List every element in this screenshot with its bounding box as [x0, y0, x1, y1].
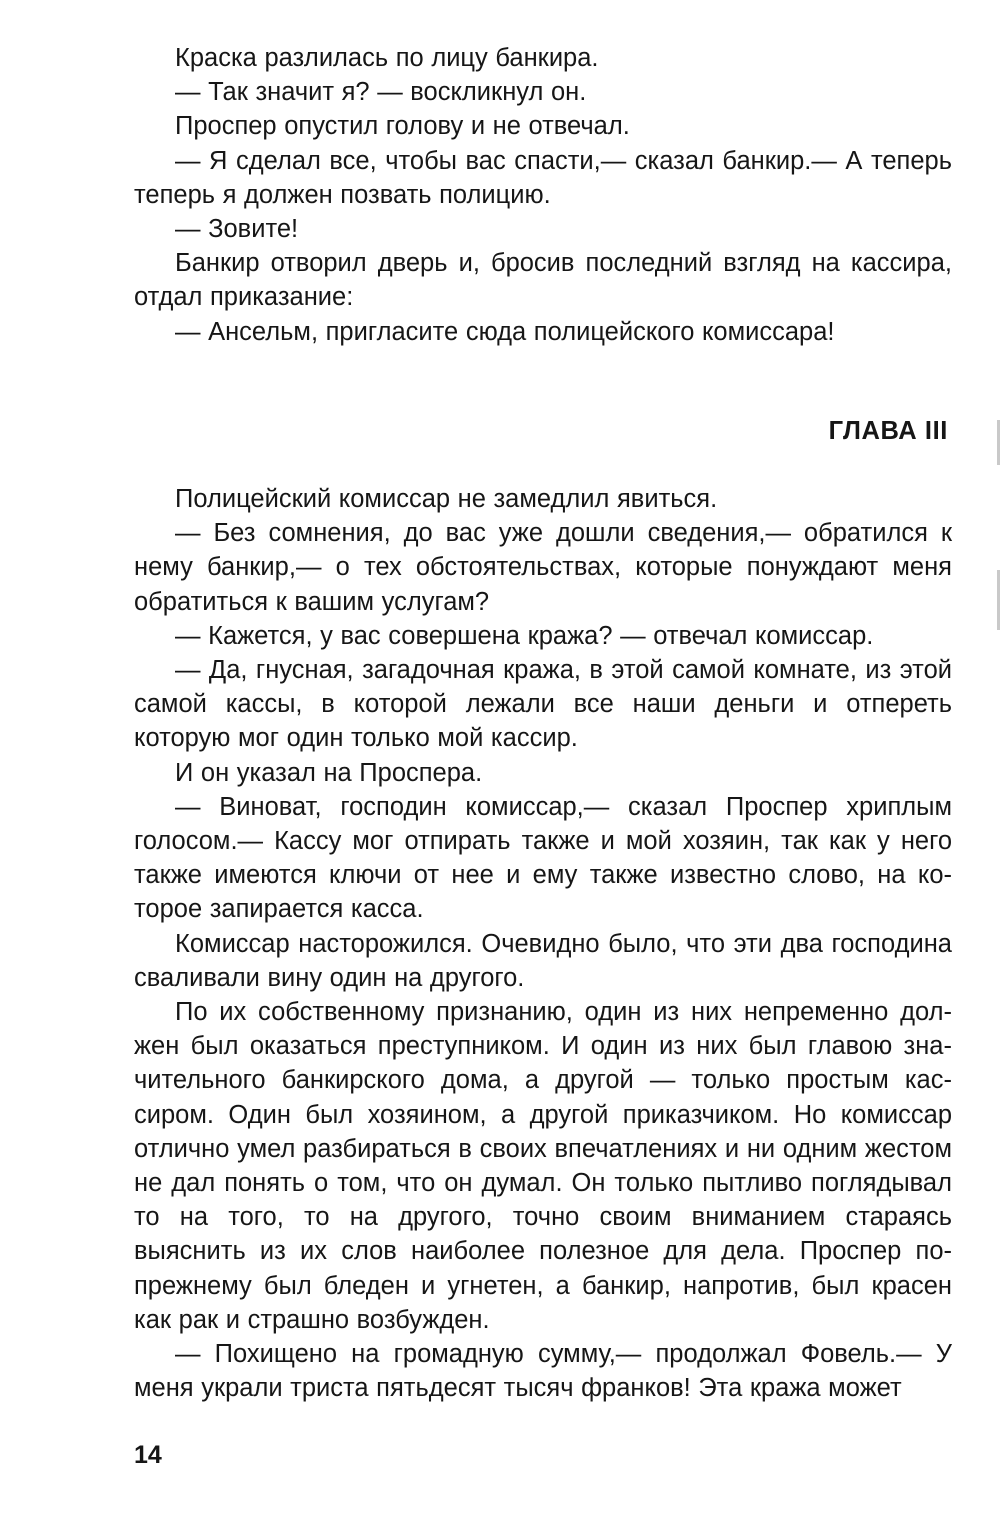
- paragraph: — Кажется, у вас совершена кража? — отвечал комиссар.: [175, 621, 874, 650]
- paragraph: — Похищено на громадную сумму,— продолжал Фовель.— У меня украли триста пятьдесят тысяч франков! Эта кража может: [134, 1340, 952, 1403]
- paragraph: — Да, гнусная, загадочная кража, в этой самой комнате, из этой самой кассы, в которой лежали все наши деньги и отпереть которую мог один только мой кассир.: [134, 656, 952, 753]
- top-text-block: [134, 41, 952, 349]
- main-text-block: [134, 482, 952, 1405]
- paragraph: Полицейский комиссар не замедлил явиться.: [175, 485, 718, 513]
- chapter-heading: ГЛАВА III: [828, 417, 948, 445]
- paragraph: — Я сделал все, чтобы вас спасти,— сказал банкир.— А теперь теперь я должен позвать полицию.: [134, 146, 952, 209]
- paragraph: Краска разлилась по лицу банкира.: [175, 44, 599, 72]
- paragraph: Банкир отворил дверь и, бросив последний взгляд на кассира, отдал приказание:: [134, 249, 952, 312]
- page-number: 14: [134, 1441, 162, 1469]
- paragraph: — Зовите!: [175, 215, 299, 244]
- paragraph: — Виноват, господин комиссар,— сказал Проспер хриплым голосом.— Кассу мог отпирать также и мой хозяин, так как у него также имеются ключи от нее и ему также известно слово, на которое запирается касса.: [134, 792, 952, 924]
- paragraph: — Ансельм, пригласите сюда полицейского комиссара!: [175, 317, 835, 346]
- paragraph: Комиссар насторожился. Очевидно было, что эти два господина сваливали вину один на другого.: [134, 929, 952, 992]
- paragraph: По их собственному признанию, один из них непременно должен был оказаться преступником. И один из них был главою значительного банкирского дома, а другой — только простым кассиром. Один был хозяином, а другой приказчиком. Но комиссар отлично умел разбираться в своих впечатлениях и ни одним жестом не дал понять о том, что он думал. Он только пытливо поглядывал то на того, то на другого, точно своим вниманием стараясь выяснить из их слов наиболее полезное для дела. Проспер по-прежнему был бледен и угнетен, а банкир, напротив, был красен как рак и страшно возбужден.: [134, 998, 952, 1334]
- paragraph: — Так значит я? — воскликнул он.: [175, 78, 587, 107]
- paragraph: Проспер опустил голову и не отвечал.: [175, 112, 630, 141]
- paragraph: И он указал на Проспера.: [175, 758, 483, 787]
- paragraph: — Без сомнения, до вас уже дошли сведения,— обратился к нему банкир,— о тех обстоятельствах, которые понуждают меня обратиться к вашим услугам?: [134, 519, 952, 616]
